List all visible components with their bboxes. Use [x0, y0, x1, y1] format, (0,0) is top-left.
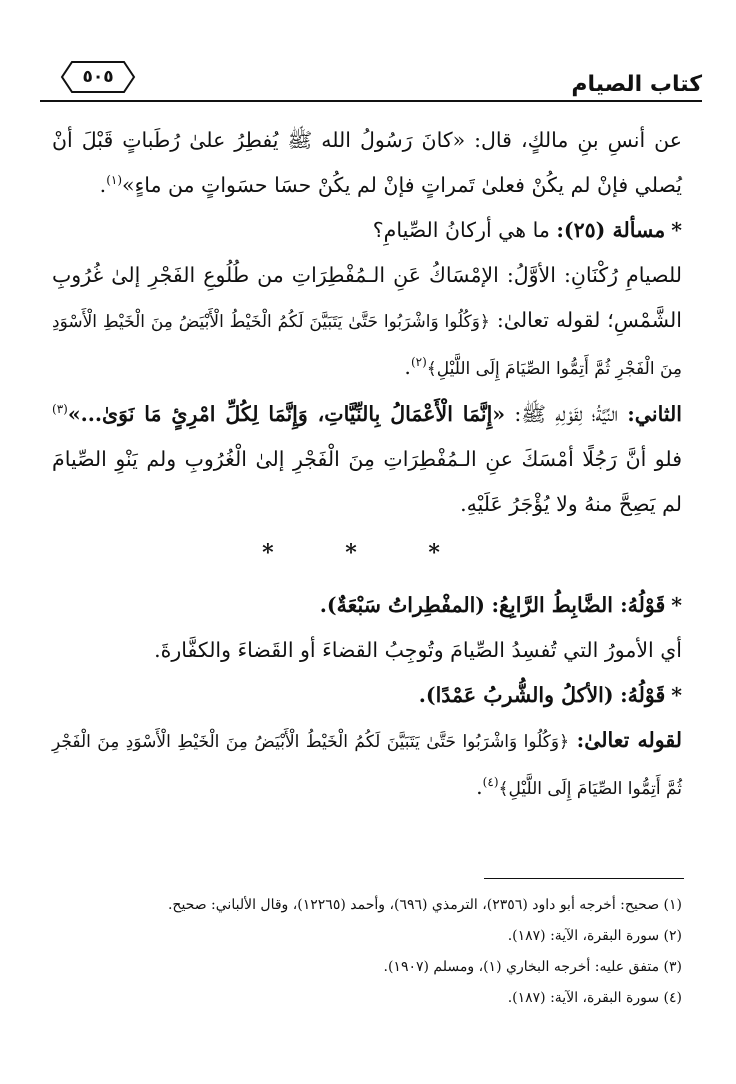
paragraph-two-pillars: للصيامِ رُكْنَانِ: الأوَّلُ: الإمْسَاكُ عَنِ الـمُفْطِرَاتِ من طُلُوعِ الفَجْرِ إلىٰ غُرُوبِ الشَّمْسِ؛ لقوله تعالىٰ: ﴿وَكُلُوا وَاشْرَبُوا حَتَّىٰ يَتَبَيَّنَ لَكُمُ الْخَيْطُ الْأَبْيَضُ مِنَ الْخَيْطِ الْأَسْوَدِ مِنَ الْفَجْرِ ثُمَّ أَتِمُّوا الصِّيَامَ إِلَى اللَّيْلِ﴾$^{(٢)}$.	[52, 263, 682, 379]
page-body	[52, 118, 682, 812]
footnote-4: (٤) سورة البقرة، الآية: (١٨٧).	[507, 990, 682, 1006]
footnote-2: (٢) سورة البقرة، الآية: (١٨٧).	[507, 928, 682, 944]
fourth-rule-label: قَوْلُهُ: الضَّابِطُ الرَّابِعُ:	[491, 593, 666, 617]
footnote-ref-3: (٣)	[52, 402, 68, 417]
verse-intro: لقوله تعالىٰ:	[576, 728, 682, 752]
footnote-divider	[484, 878, 684, 879]
header-divider	[40, 100, 702, 102]
paragraph-second-pillar	[52, 392, 682, 527]
fourth-rule	[52, 583, 682, 628]
fourth-rule-text: (المفْطِراتُ سَبْعَةٌ).	[319, 593, 485, 617]
eating-rule-text: (الأكلُ والشُّربُ عَمْدًا).	[418, 683, 614, 707]
asterisk-icon: *	[671, 593, 682, 617]
footnote-ref-1: (١)	[106, 173, 123, 188]
question-text: ما هي أركانُ الصِّيامِ؟	[372, 218, 550, 242]
question-25	[52, 208, 682, 253]
eating-rule-label: قَوْلُهُ:	[620, 683, 666, 707]
hadith-intentions: «إِنَّمَا الْأَعْمَالُ بِالنِّيَّاتِ، وَإِنَّمَا لِكُلِّ امْرِئٍ مَا نَوَىٰ...»	[67, 402, 506, 426]
asterisk-icon: *	[671, 683, 682, 707]
page-header	[40, 52, 702, 102]
footnote-3: (٣) متفق عليه: أخرجه البخاري (١)، ومسلم (١٩٠٧).	[383, 959, 682, 975]
footnote-ref-2: (٢)	[410, 355, 427, 370]
paragraph-verse-2: لقوله تعالىٰ: ﴿وَكُلُوا وَاشْرَبُوا حَتَّىٰ يَتَبَيَّنَ لَكُمُ الْخَيْطُ الْأَبْيَضُ مِنَ الْخَيْطِ الْأَسْوَدِ مِنَ الْفَجْرِ ثُمَّ أَتِمُّوا الصِّيَامَ إِلَى اللَّيْلِ﴾$^{(٤)}$.	[52, 728, 682, 799]
intention-explanation: فلو أنَّ رَجُلًا أمْسَكَ عنِ الـمُفْطِرَاتِ مِنَ الْفَجْرِ إلىٰ الْغُرُوبِ ولم يَنْوِ الصِّيامَ لم يَصِحَّ منهُ ولا يُؤْجَرُ عَلَيْهِ.	[52, 447, 682, 516]
section-separator: * * *	[262, 540, 472, 566]
asterisk-icon: *	[671, 218, 682, 242]
paragraph-explanation: أي الأمورُ التي تُفسِدُ الصِّيامَ وتُوجِبُ القضاءَ أو القَضاءَ والكفَّارةَ.	[154, 638, 682, 662]
page-number: ٥٠٥	[82, 67, 114, 87]
pillar-one-text: للصيامِ رُكْنَانِ: الأوَّلُ: الإمْسَاكُ عَنِ الـمُفْطِرَاتِ من طُلُوعِ الفَجْرِ إلىٰ غُرُوبِ الشَّمْسِ؛ لقوله تعالىٰ:	[52, 263, 682, 332]
quran-verse-1: ﴿وَكُلُوا وَاشْرَبُوا حَتَّىٰ يَتَبَيَّنَ لَكُمُ الْخَيْطُ الْأَبْيَضُ مِنَ الْخَيْطِ الْأَسْوَدِ مِنَ الْفَجْرِ ثُمَّ أَتِمُّوا الصِّيَامَ إِلَى اللَّيْلِ﴾	[52, 312, 682, 379]
eating-drinking-rule	[52, 673, 682, 718]
quran-verse-2: ﴿وَكُلُوا وَاشْرَبُوا حَتَّىٰ يَتَبَيَّنَ لَكُمُ الْخَيْطُ الْأَبْيَضُ مِنَ الْخَيْطِ الْأَسْوَدِ مِنَ الْفَجْرِ ثُمَّ أَتِمُّوا الصِّيَامَ إِلَى اللَّيْلِ﴾	[52, 732, 682, 799]
footnote-ref-4: (٤)	[482, 775, 499, 790]
footnotes	[52, 890, 682, 1014]
question-label: مسألة (٢٥):	[556, 218, 666, 242]
intention-text: النِّيَّةُ؛ لِقَوْلِهِ ﷺ:	[514, 402, 618, 426]
footnote-1: (١) صحيح: أخرجه أبو داود (٢٣٥٦)، الترمذي (٦٩٦)، وأحمد (١٢٢٦٥)، وقال الألباني: صحيح.	[167, 897, 682, 913]
book-title: كتاب الصيام	[571, 72, 702, 97]
paragraph-hadith-anas: عن أنسِ بنِ مالكٍ، قال: «كانَ رَسُولُ الله ﷺ يُفطِرُ علىٰ رُطَباتٍ قَبْلَ أنْ يُصلي فإنْ لم يكُنْ فعلىٰ تَمراتٍ فإنْ لم يكُنْ حسَا حسَواتٍ من ماءٍ»$^{(١)}$.	[52, 128, 682, 197]
hadith-text: عن أنسِ بنِ مالكٍ، قال: «كانَ رَسُولُ الله ﷺ يُفطِرُ علىٰ رُطَباتٍ قَبْلَ أنْ يُصلي فإنْ لم يكُنْ فعلىٰ تَمراتٍ فإنْ لم يكُنْ حسَا حسَواتٍ من ماءٍ»	[52, 128, 682, 197]
second-label: الثاني:	[627, 402, 682, 426]
